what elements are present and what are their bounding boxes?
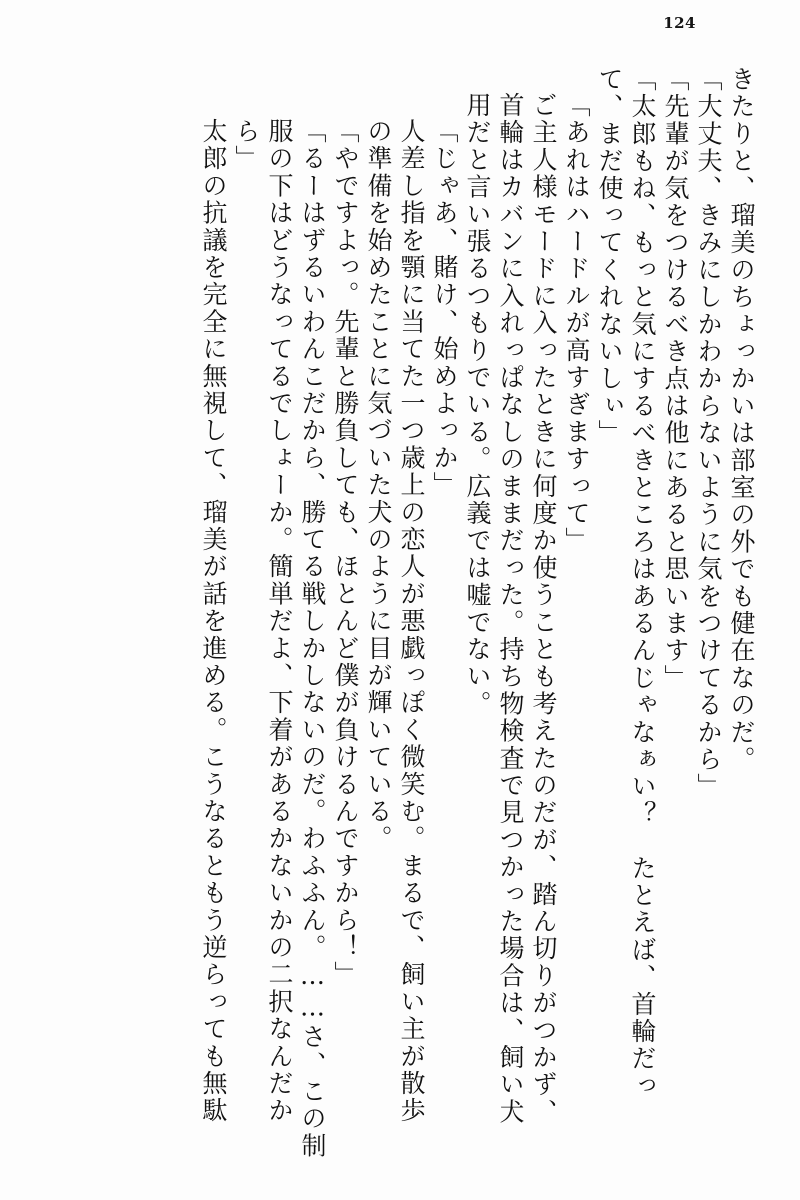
text-column: ら」 xyxy=(232,118,261,173)
text-column: 「るーはずるいわんこだから、勝てる戦しかしないのだ。わふふん。……さ、この制 xyxy=(298,118,327,1160)
text-column: 首輪はカバンに入れっぱなしのままだった。持ち物検査で見つかった場合は、飼い犬 xyxy=(496,92,525,1126)
text-column: ご主人様モードに入ったときに何度か使うことも考えたのだが、踏ん切りがつかず、 xyxy=(529,92,558,1126)
text-column: 「太郎もね、もっと気にするべきところはあるんじゃなぁい？ たとえば、首輪だっ xyxy=(628,66,657,1100)
text-column: 「先輩が気をつけるべき点は他にあると思います」 xyxy=(661,66,690,692)
text-column: 用だと言い張るつもりでいる。広義では嘘でない。 xyxy=(463,92,492,718)
text-column: 太郎の抗議を完全に無視して、瑠美が話を進める。こうなるともう逆らっても無駄 xyxy=(199,118,228,1125)
text-column: 「あれはハードルが高すぎますって」 xyxy=(562,92,591,555)
text-column: 服の下はどうなってるでしょーか。簡単だよ、下着があるかないかの二択なんだか xyxy=(265,118,294,1125)
text-column: 「大丈夫、きみにしかわからないように気をつけてるから」 xyxy=(694,66,723,801)
text-column: きたりと、瑠美のちょっかいは部室の外でも健在なのだ。 xyxy=(727,66,756,774)
page-number: 124 xyxy=(663,14,696,32)
text-column: て、まだ使ってくれないしぃ」 xyxy=(595,66,624,447)
text-column: 「やですよっ。先輩と勝負しても、ほとんど僕が負けるんですから！」 xyxy=(331,118,360,989)
vertical-text-body xyxy=(40,66,756,1160)
text-column: 「じゃあ、賭け、始めよっか」 xyxy=(430,118,459,499)
text-column: 人差し指を顎に当てた一つ歳上の恋人が悪戯っぽく微笑む。まるで、飼い主が散歩 xyxy=(397,118,426,1125)
text-column: の準備を始めたことに気づいた犬のように目が輝いている。 xyxy=(364,118,393,853)
